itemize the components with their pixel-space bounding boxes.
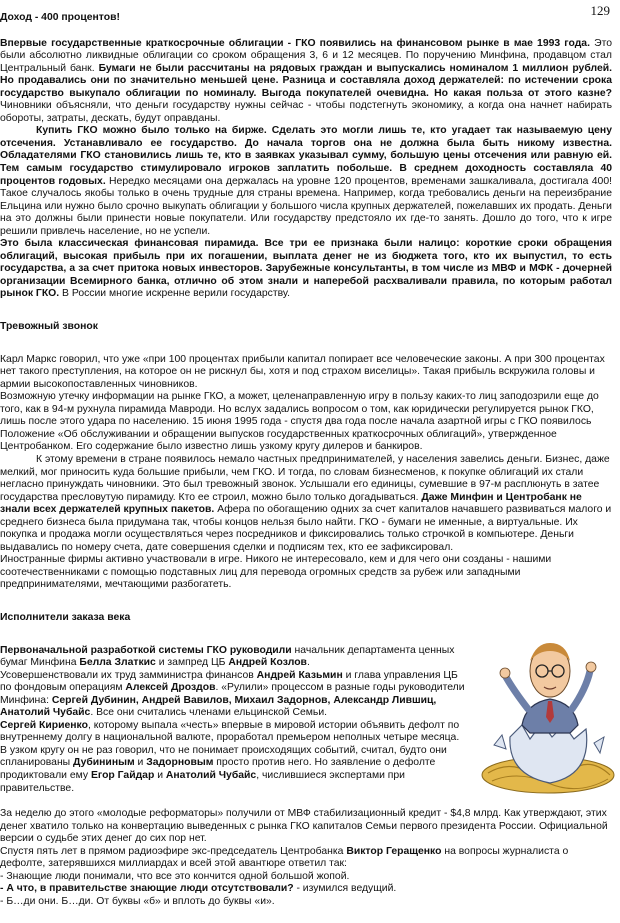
bold-text-run: Это была классическая финансовая пирамида. Все три ее признака были налицо: короткие сроки обращения облигаций, высокая прибыль при их погашении, выплата денег не из бюджета того, кто их выпустил, то есть государства, а за счет притока новых инвесторов. Зарубежные консультанты, в том числе из МВФ и МФК - дочерней организации Всемирного банка, отлично об этом знали и наперебой расхваливали правила, по которым работал рынок ГКО. bbox=[0, 238, 612, 300]
bold-text-run: Алексей Дроздов bbox=[125, 682, 216, 694]
paragraph bbox=[0, 720, 465, 795]
paragraph bbox=[0, 846, 612, 871]
paragraph bbox=[0, 238, 612, 301]
text-run: . «Рулили» процессом в разные годы руководители Минфина: bbox=[0, 682, 465, 706]
bold-text-run: Первоначальной разработкой системы ГКО руководили bbox=[0, 644, 292, 656]
paragraph: - Знающие люди понимали, что все это кончится одной большой жопой. bbox=[0, 870, 350, 882]
paragraph bbox=[0, 125, 612, 238]
text-run: К этому времени в стране появилось немало частных предпринимателей, у населения завелись деньги. Бизнес, даже мелкий, мог приносить куда большие прибыли, чем ГКО. И тогда, по словам бизнесменов, к покупке облигаций их стали негласно принуждать чиновники. Это был тревожный звонок. Услышали его единицы, сумевшие в 97-м расплюнуть в затее государства пресловутую пирамиду. Кто ее строил, можно было только догадываться. bbox=[0, 453, 610, 503]
text-run: , числившиеся экспертами при правительстве. bbox=[0, 769, 405, 794]
page-number: 129 bbox=[590, 3, 610, 18]
bold-text-run: - А что, в правительстве знающие люди отсутствовали? bbox=[0, 883, 294, 895]
text-run: . bbox=[306, 657, 310, 669]
text-run: Усовершенствовали их труд замминистра финансов bbox=[0, 669, 257, 681]
bold-text-run: Сергей Кириенко bbox=[0, 719, 88, 731]
paragraph bbox=[0, 38, 612, 126]
paragraph: Возможную утечку информации на рынке ГКО, а может, целенаправленную игру в пользу каких-то лиц заподозрили еще до того, как в 94-м рухнула пирамида Мавроди. Но вслух задались вопросом о том, как юридически регулируется рынок ГКО, лишь после этого удара по населению. 15 июня 1995 года - спустя два года после начала азартной игры с ГКО появилось Положение «Об обслуживании и обращении выпусков государственных краткосрочных облигаций», утвержденное Центробанком. Его содержание было известно лишь узкому кругу дилеров и банкиров. bbox=[0, 391, 599, 453]
bold-text-run: Егор Гайдар bbox=[90, 769, 155, 781]
paragraph bbox=[0, 645, 465, 670]
text-run: и bbox=[134, 757, 147, 769]
paragraph: - Б…ди они. Б…ди. От буквы «б» и вплоть до буквы «и». bbox=[0, 895, 275, 907]
section-heading-executors: Исполнители заказа века bbox=[0, 611, 131, 623]
text-run: и bbox=[154, 769, 166, 781]
text-run: на вопросы журналиста о дефолте, затерявшихся миллиардах и всей этой авантюре ответил так: bbox=[0, 845, 569, 870]
bold-text-run: Дубининым bbox=[73, 757, 135, 769]
paragraph: За неделю до этого «молодые реформаторы» получили от МВФ стабилизационный кредит - $4,8 млрд. Как утверждают, этих денег хватило только на конвертацию выведенных с рынка ГКО капиталов Семьи первого президента России. Официальной версии о судьбе этих денег до сих пор нет. bbox=[0, 808, 608, 845]
text-run: Нередко месяцами она держалась на уровне 120 процентов, временами зашкаливала, достигала 400! Такое случалось якобы только в очень трудные для страны времена. Например, когда требовались деньги на переизбрание Ельцина или нужно было срочно выкупать облигации у большого числа крупных держателей, пожелавших их продать. Деньги на это должны были принести новые покупатели. Или государству предстояло их где-то занять. Дошло до того, что к игре решили привлечь население, но не успели. bbox=[0, 175, 612, 237]
text-run: - изумился ведущий. bbox=[293, 883, 397, 895]
bold-text-run: Впервые государственные краткосрочные облигации - ГКО появились на финансовом рынке в мае 1993 года. bbox=[0, 37, 590, 49]
bold-text-run: Даже Минфин и Центробанк не знали всех держателей крупных пакетов. bbox=[0, 491, 582, 516]
paragraph: Карл Маркс говорил, что уже «при 100 процентах прибыли капитал попирает все человеческие законы. А при 300 процентах нет такого преступления, на которое он не рискнул бы, хотя и под страхом виселицы». Такая прибыль вскружила головы и армии высокопоставленных чиновников. bbox=[0, 353, 605, 390]
paragraph bbox=[0, 454, 612, 554]
paragraph bbox=[0, 883, 612, 896]
text-run: Афера по обогащению одних за счет капиталов начавшего развиваться малого и среднего бизнеса была придумана так, чтобы концов нельзя было найти. ГКО - бумаги не именные, а виртуальные. Их покупка и продажа могли осуществляться через посредников и фиксировались только строчкой в компьютере. Деньги выдавались по номеру счета, дате совершения сделки и подписям тех, кто ее зафиксировал. bbox=[0, 504, 612, 553]
text-run: начальник департамента ценных бумаг Минфина bbox=[0, 644, 455, 669]
bold-text-run: Анатолий Чубайс bbox=[165, 769, 257, 781]
text-run: , которому выпала «честь» впервые в мировой истории объявить дефолт по внутреннему долгу в национальной валюте, проработал премьером неполных четыре месяца. В узком кругу он не раз говорил, что не понимает происходящих событий, считал, будто они спланированы bbox=[0, 719, 460, 769]
bold-text-run: Задорновым bbox=[146, 757, 214, 769]
text-run: и зампред ЦБ bbox=[155, 657, 229, 669]
text-run: Спустя пять лет в прямом радиоэфире экс-председатель Центробанка bbox=[0, 845, 347, 857]
text-run: Чиновники объясняли, что деньги государству нужны сейчас - чтобы подстегнуть экономику, а когда она начнет набирать обороты, затраты, дескать, будут оправданы. bbox=[0, 100, 612, 124]
bold-text-run: Купить ГКО можно было только на бирже. Сделать это могли лишь те, кто угадает так называемую цену отсечения. Устанавливало ее государство. До начала торгов она не должна была быть никому известна. Обладателями ГКО становились лишь те, кто в заявках указывал сумму, большую цены отсечения или равную ей. Тем самым государство стимулировало игроков заплатить побольше. В среднем доходность составляла 40 процентов годовых. bbox=[0, 125, 612, 187]
paragraph bbox=[0, 670, 465, 720]
text-run: В России многие искренне верили государству. bbox=[59, 288, 290, 300]
text-run: и глава управления ЦБ по фондовым операциям bbox=[0, 669, 458, 694]
text-run: . Все они считались членами ельцинской Семьи. bbox=[90, 707, 328, 719]
bold-text-run: Андрей Казьмин bbox=[256, 669, 343, 681]
bold-text-run: Белла Златкис bbox=[79, 657, 156, 669]
bold-text-run: Виктор Геращенко bbox=[346, 845, 442, 857]
text-run: Это были абсолютно ликвидные облигации со сроком обращения 3, 6 и 12 месяцев. По поручению Минфина, продавцом стал Центральный банк. bbox=[0, 37, 612, 74]
paragraph: Иностранные фирмы активно участвовали в игре. Никого не интересовало, кем и для чего они созданы - нашими соотечественниками с помощью подставных лиц для перевода огромных средств за рубеж или западными предпринимателями, мечтающими разбогатеть. bbox=[0, 554, 552, 591]
section-heading-alarm: Тревожный звонок bbox=[0, 321, 98, 333]
bold-text-run: Бумаги не были рассчитаны на рядовых граждан и выпускались номиналом 1 миллион рублей. Но продавались они по значительно меньшей цене. Разница и составляла доход держателей: по истечении срока государство выкупало облигации по номиналу. Выгода покупателей очевидна. Но какая польза от этого казне? bbox=[0, 62, 613, 99]
bold-text-run: Андрей Козлов bbox=[228, 657, 307, 669]
bold-text-run: Сергей Дубинин, Андрей Вавилов, Михаил Задорнов, Александр Лившиц, Анатолий Чубайс bbox=[0, 694, 437, 719]
section-heading-income: Доход - 400 процентов! bbox=[0, 12, 120, 23]
caricature-man-in-eggshell-icon bbox=[470, 625, 620, 800]
text-run: просто против него. Но заявление о дефолте продиктовали ему bbox=[0, 757, 436, 781]
